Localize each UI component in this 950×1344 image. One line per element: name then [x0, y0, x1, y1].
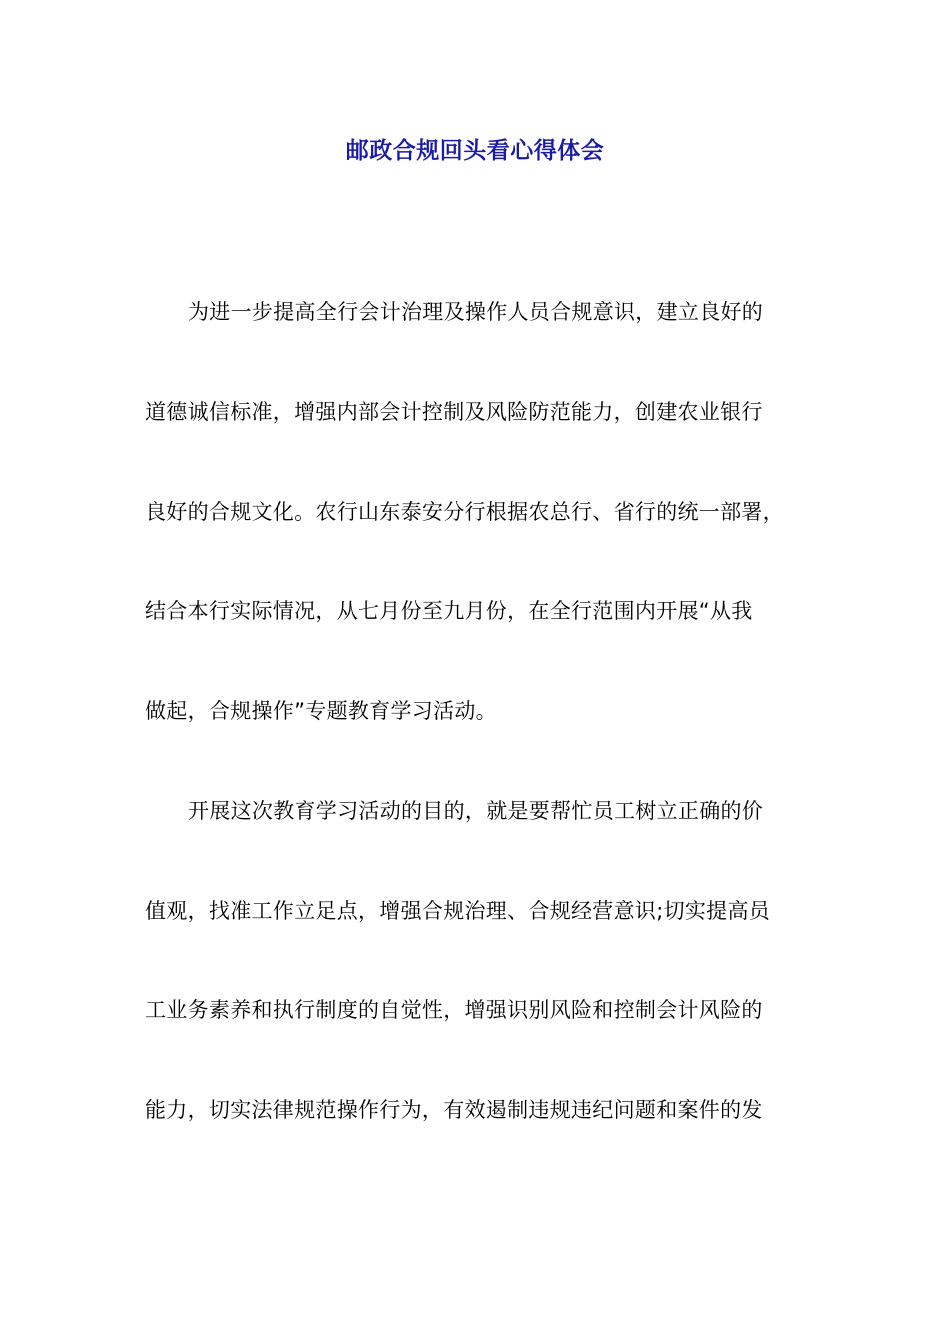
paragraph-1-line-5: 做起，合规操作”专题教育学习活动。: [145, 699, 497, 723]
document-title: 邮政合规回头看心得体会: [345, 138, 605, 164]
paragraph-2-line-4: 能力，切实法律规范操作行为，有效遏制违规违纪问题和案件的发: [145, 1098, 763, 1122]
paragraph-2-line-3: 工业务素养和执行制度的自觉性，增强识别风险和控制会计风险的: [145, 998, 763, 1022]
paragraph-1-line-3: 良好的合规文化。农行山东泰安分行根据农总行、省行的统一部署，: [145, 500, 784, 524]
paragraph-1-line-1: 为进一步提高全行会计治理及操作人员合规意识，建立良好的: [188, 300, 764, 324]
paragraph-2-line-2: 值观，找准工作立足点，增强合规治理、合规经营意识;切实提高员: [145, 899, 771, 923]
paragraph-1-line-4: 结合本行实际情况，从七月份至九月份，在全行范围内开展“从我: [145, 599, 753, 623]
paragraph-1-line-2: 道德诚信标准，增强内部会计控制及风险防范能力，创建农业银行: [145, 400, 763, 424]
paragraph-2-line-1: 开展这次教育学习活动的目的，就是要帮忙员工树立正确的价: [188, 799, 764, 823]
